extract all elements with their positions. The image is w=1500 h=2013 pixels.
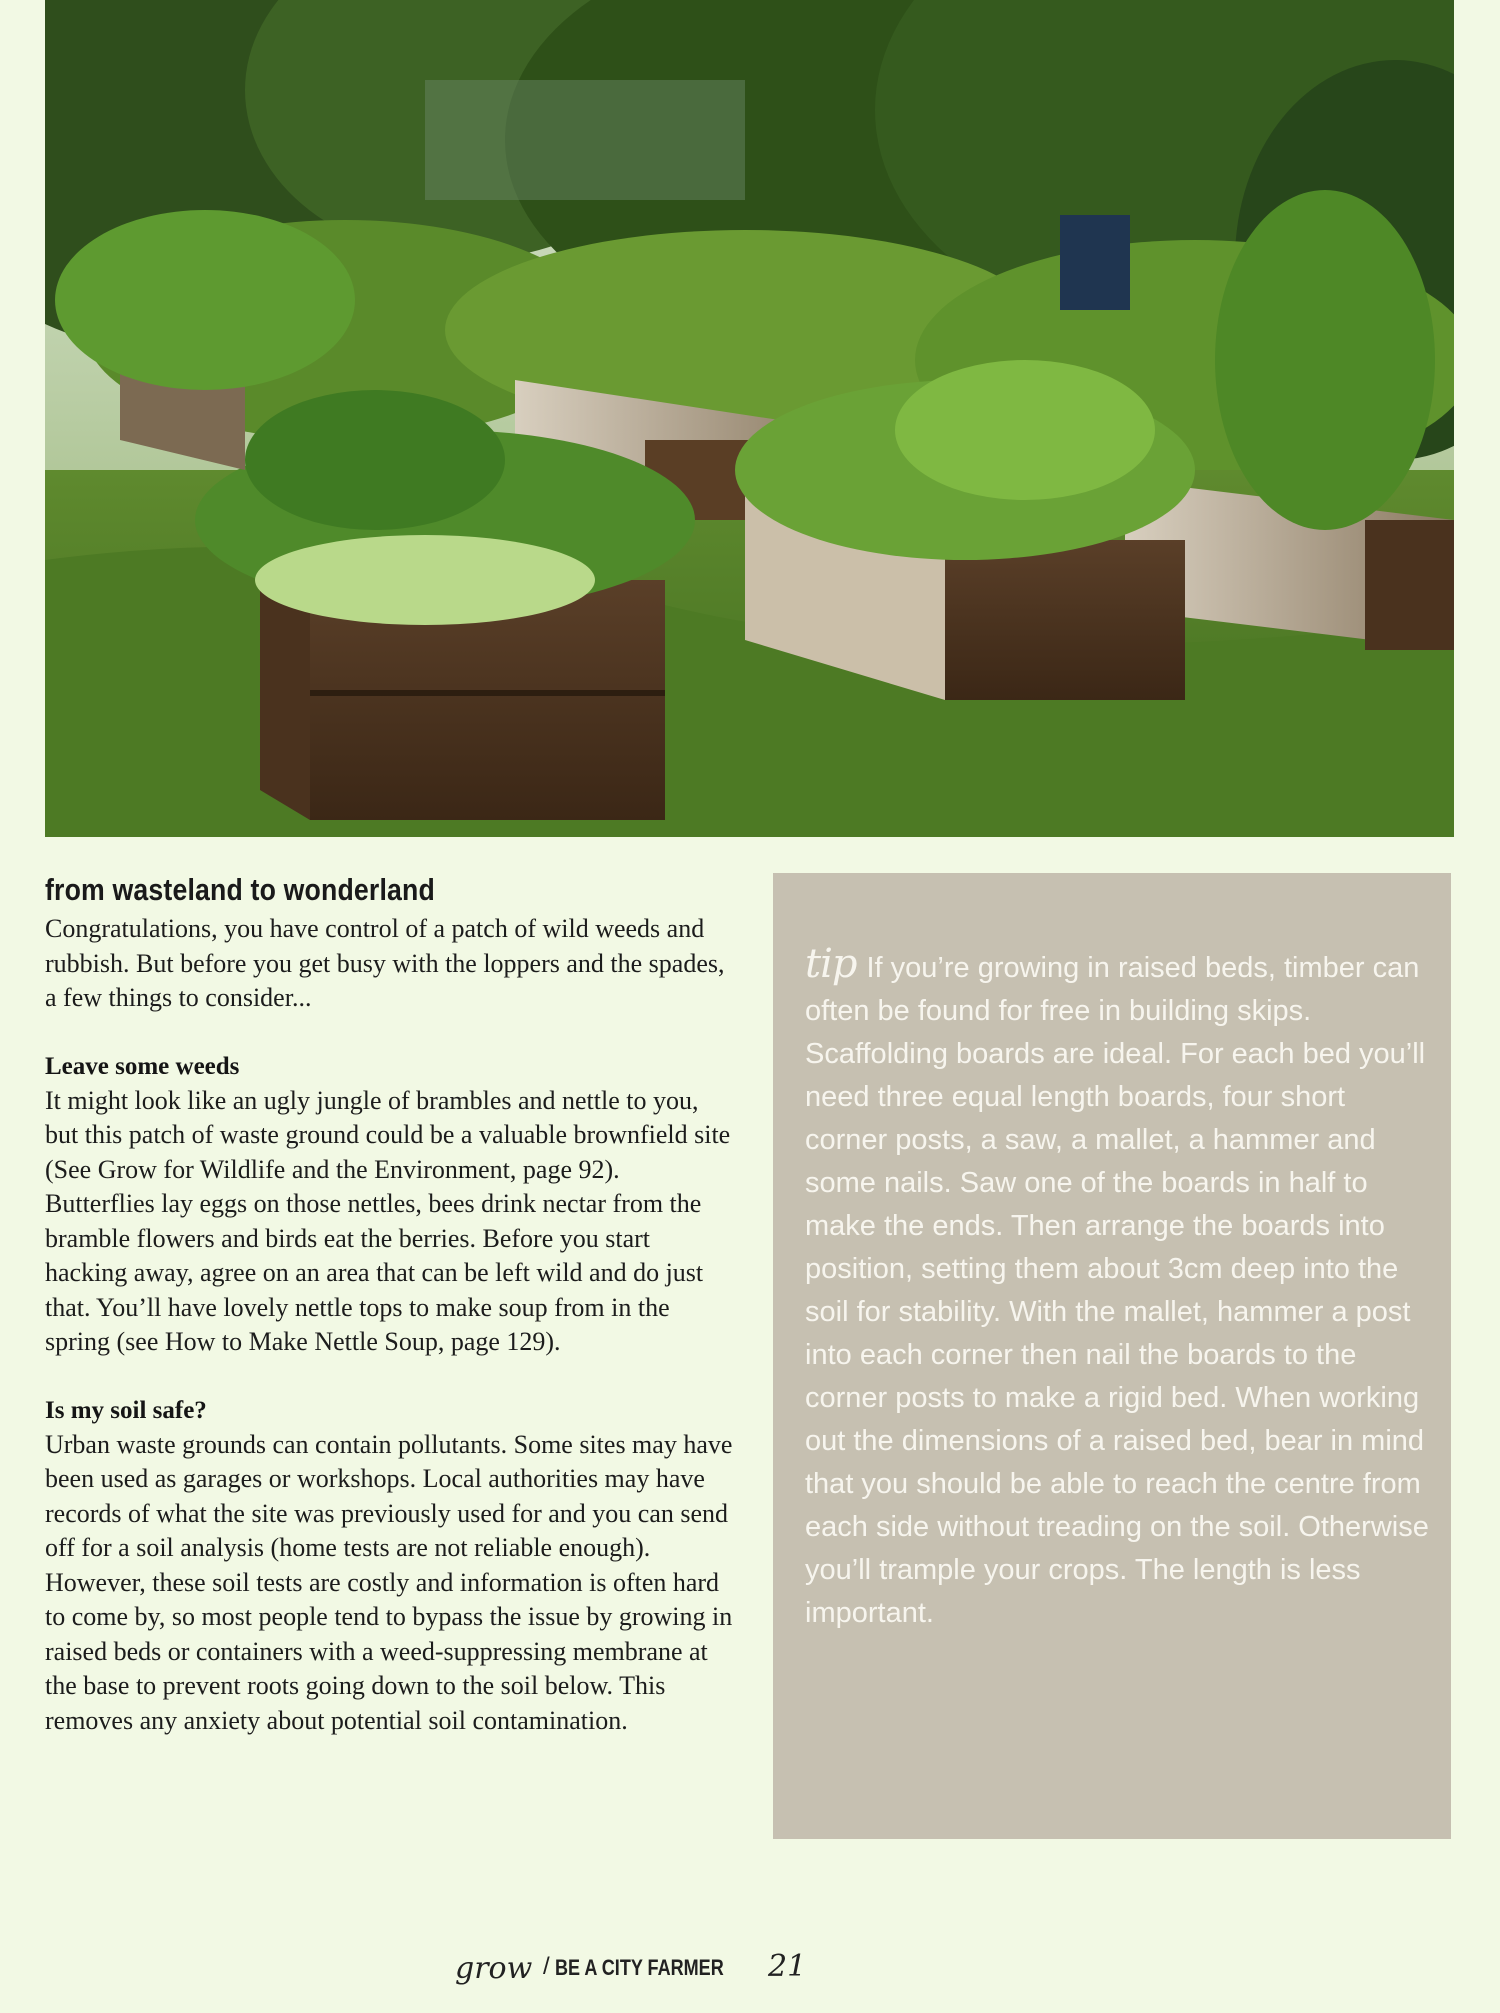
tip-label: tip	[805, 941, 857, 987]
tip-box	[773, 873, 1451, 1839]
section-title-is-my-soil-safe: Is my soil safe?	[45, 1396, 207, 1424]
tip-paragraph	[805, 943, 1433, 1635]
section-body-is-my-soil-safe: Urban waste grounds can contain pollutants. Some sites may have been used as garages or workshops. Local authorities may have records of what the site was previously used for and you can send off for a soil analysis (home tests are not reliable enough). However, these soil tests are costly and information is often hard to come by, so most people tend to bypass the issue by growing in raised beds or containers with a weed-suppressing membrane at the base to prevent roots going down to the soil below. This removes any anxiety about potential soil contamination.	[45, 1429, 733, 1735]
footer-brand: grow	[455, 1951, 533, 1986]
article-heading: from wasteland to wonderland	[45, 872, 435, 907]
page-footer	[455, 1951, 1055, 1991]
footer-title: BE A CITY FARMER	[555, 1955, 724, 1980]
tip-text: If you’re growing in raised beds, timber can often be found for free in building skips. Scaffolding boards are ideal. For each bed you’ll need three equal length boards, four short corner posts, a saw, a mallet, a hammer and some nails. Saw one of the boards in half to make the ends. Then arrange the boards into position, setting them about 3cm deep into the soil for stability. With the mallet, hammer a post into each corner then nail the boards to the corner posts to make a rigid bed. When working out the dimensions of a raised bed, bear in mind that you should be able to reach the centre from each side without treading on the soil. Otherwise you’ll trample your crops. The length is less important.	[805, 952, 1429, 1629]
section-title-leave-some-weeds: Leave some weeds	[45, 1052, 240, 1080]
section-body-leave-some-weeds: It might look like an ugly jungle of brambles and nettle to you, but this patch of waste ground could be a valuable brownfield site (See Grow for Wildlife and the Environment, page 92). Butterflies lay eggs on those nettles, bees drink nectar from the bramble flowers and birds eat the berries. Before you start hacking away, agree on an area that can be left wild and do just that. You’ll have lovely nettle tops to make soup from in the spring (see How to Make Nettle Soup, page 129).	[45, 1085, 731, 1356]
article-column	[45, 872, 735, 1738]
page-number: 21	[768, 1949, 807, 1984]
garden-photo	[45, 0, 1454, 837]
article-intro: Congratulations, you have control of a patch of wild weeds and rubbish. But before you get busy with the loppers and the spades, a few things to consider...	[45, 914, 725, 1012]
footer-separator: /	[543, 1953, 550, 1980]
